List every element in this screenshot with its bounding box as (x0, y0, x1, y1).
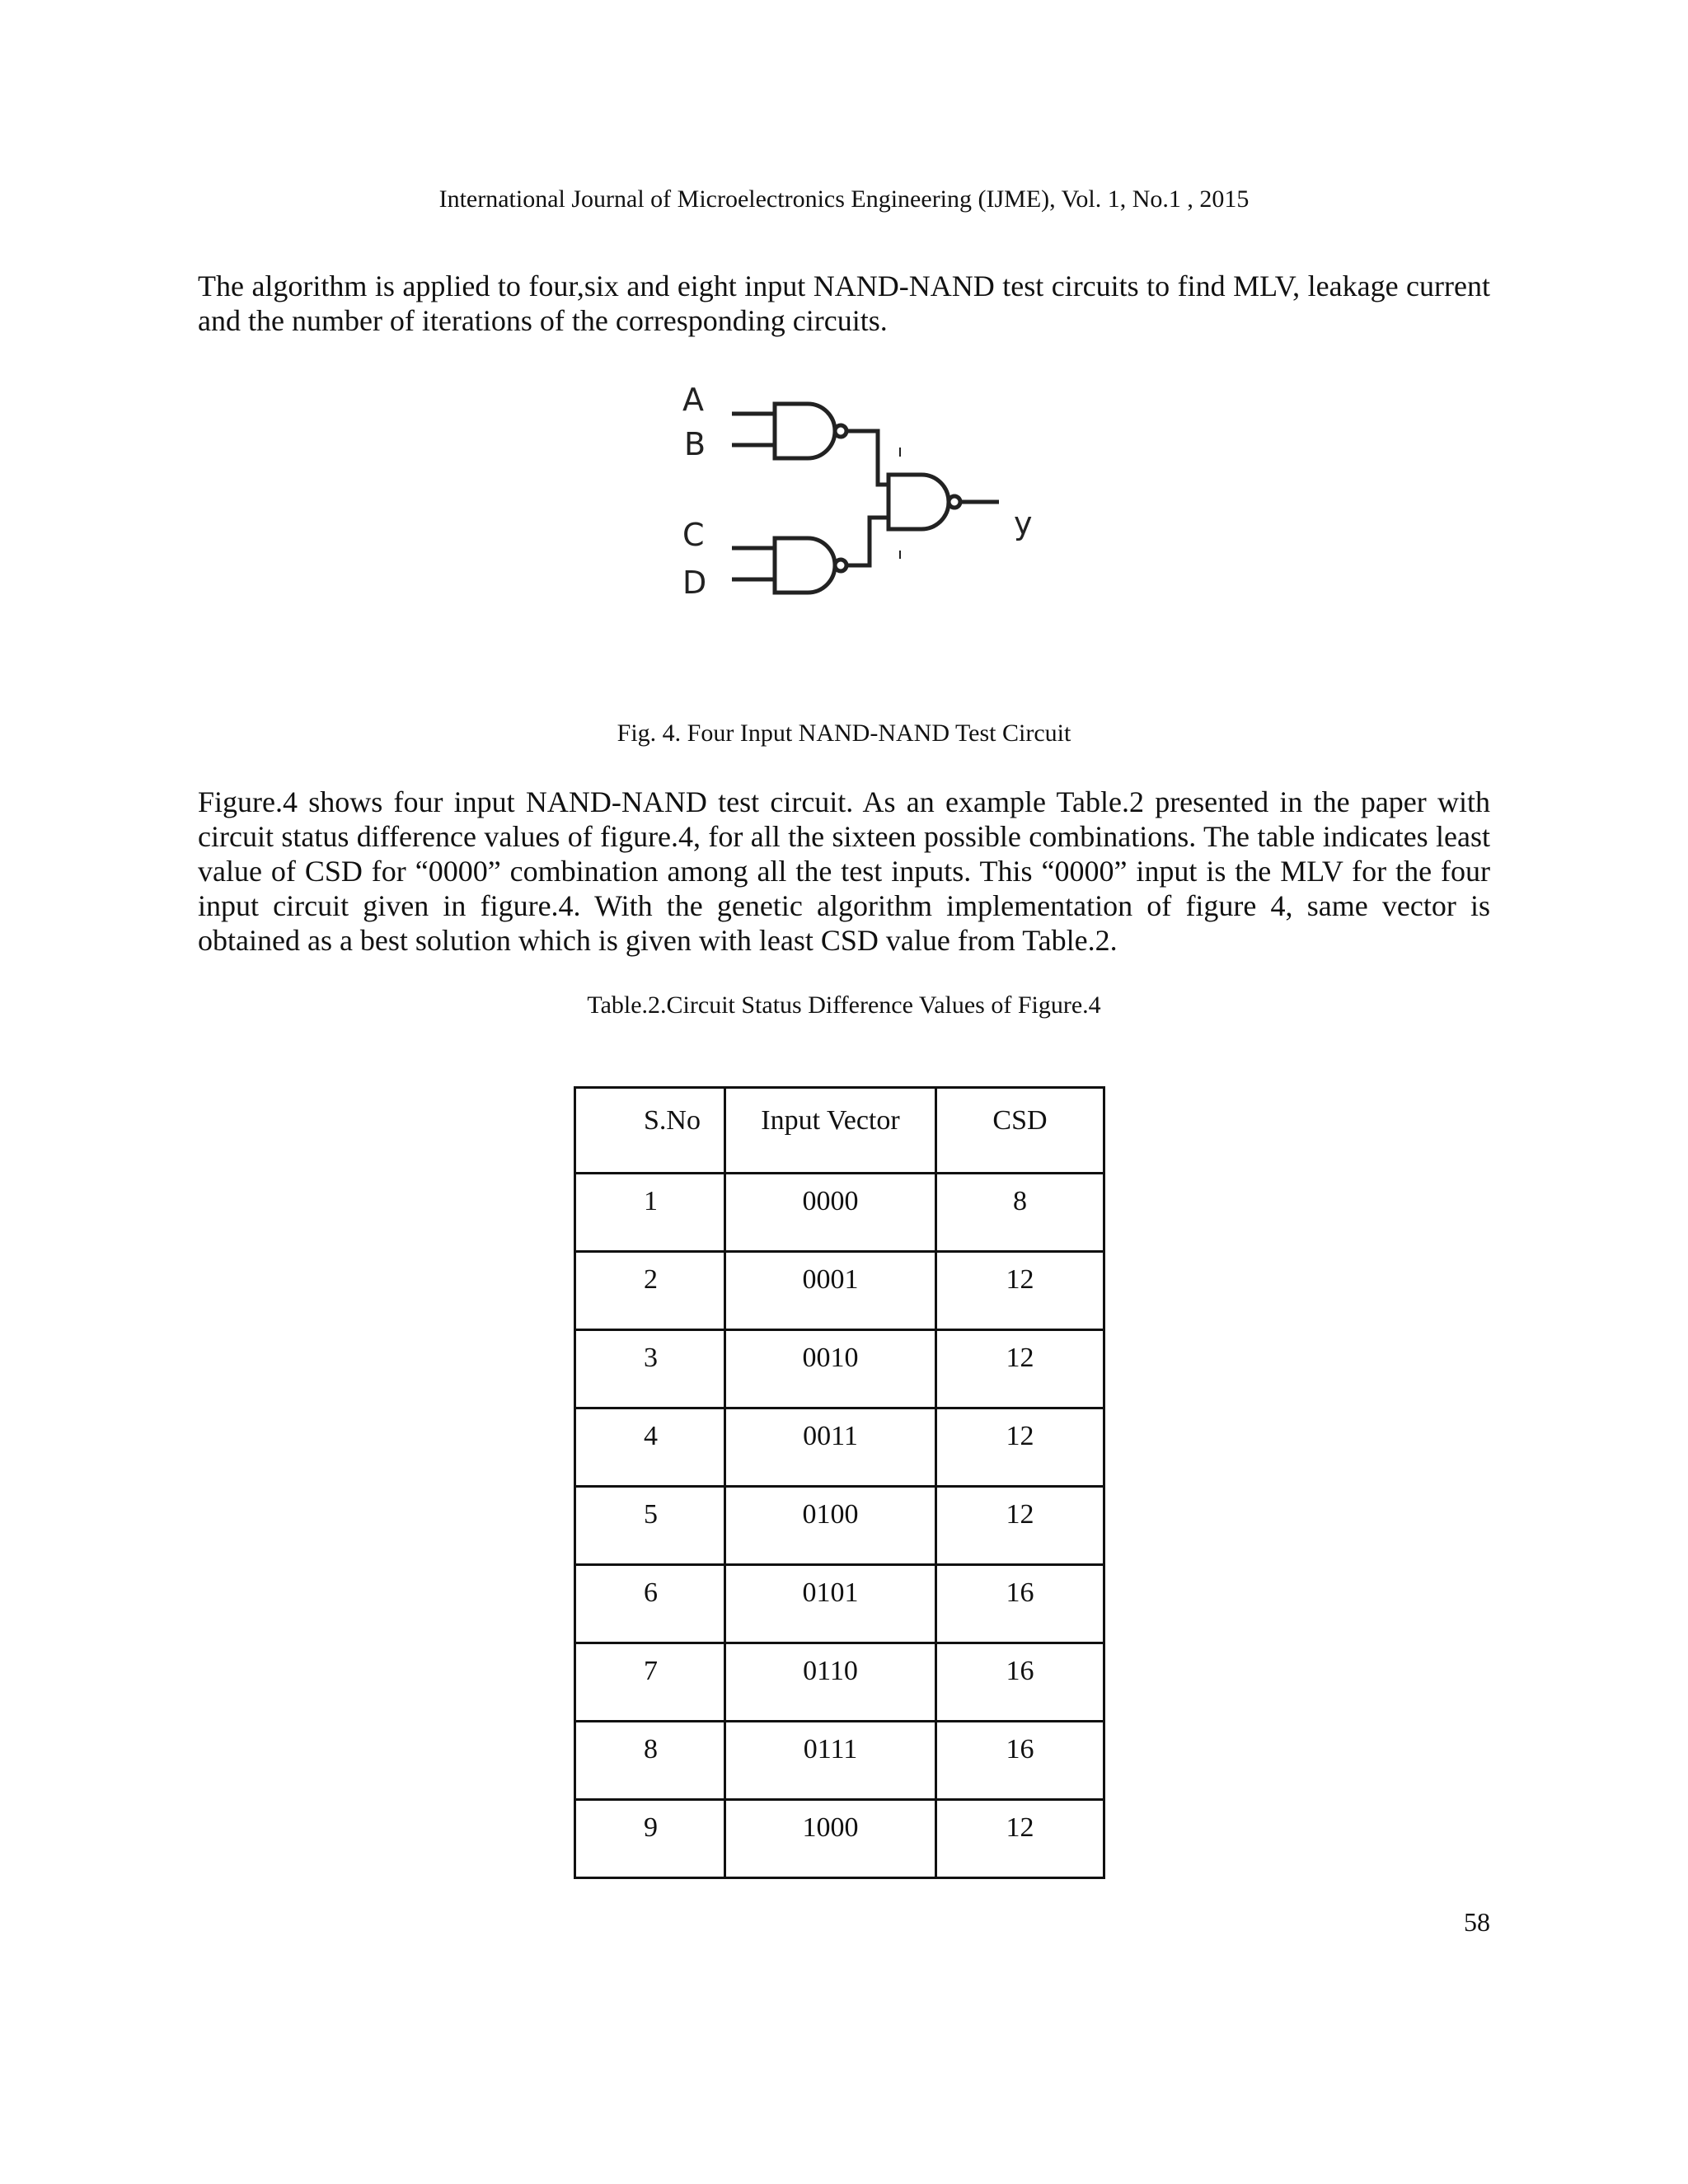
page-number: 58 (1464, 1907, 1490, 1937)
cell-csd: 16 (936, 1643, 1104, 1722)
cell-sno: 5 (575, 1487, 725, 1565)
cell-input-vector: 0010 (725, 1330, 936, 1408)
nand-gate-2 (775, 538, 835, 593)
table-caption: Table.2.Circuit Status Difference Values of Figure.4 (587, 991, 1101, 1019)
cell-sno: 7 (575, 1643, 725, 1722)
cell-sno: 9 (575, 1800, 725, 1878)
cell-input-vector: 0110 (725, 1643, 936, 1722)
table-row (575, 1800, 1104, 1878)
nand-nand-circuit-diagram (676, 387, 1071, 626)
label-y: y (1014, 505, 1033, 541)
csd-table (574, 1086, 1105, 1879)
table-row (575, 1330, 1104, 1408)
table-row (575, 1408, 1104, 1487)
table-row (575, 1487, 1104, 1565)
nand-gate-2-bubble (835, 560, 846, 571)
cell-sno: 1 (575, 1174, 725, 1252)
cell-input-vector: 0111 (725, 1722, 936, 1800)
cell-csd: 16 (936, 1565, 1104, 1643)
table-row (575, 1643, 1104, 1722)
cell-sno: 3 (575, 1330, 725, 1408)
gate1-to-gate3-wire (846, 431, 889, 485)
table-header-row (575, 1088, 1104, 1174)
cell-sno: 8 (575, 1722, 725, 1800)
cell-input-vector: 1000 (725, 1800, 936, 1878)
cell-csd: 8 (936, 1174, 1104, 1252)
cell-input-vector: 0100 (725, 1487, 936, 1565)
cell-csd: 12 (936, 1800, 1104, 1878)
cell-input-vector: 0001 (725, 1252, 936, 1330)
cell-csd: 12 (936, 1487, 1104, 1565)
nand-gate-1-bubble (835, 425, 846, 437)
table-row (575, 1174, 1104, 1252)
cell-csd: 12 (936, 1330, 1104, 1408)
table-row (575, 1252, 1104, 1330)
header-input-vector: Input Vector (725, 1088, 936, 1174)
header-sno: S.No (575, 1088, 725, 1174)
label-d: D (682, 565, 707, 601)
header-csd: CSD (936, 1088, 1104, 1174)
gate2-to-gate3-wire (846, 518, 889, 565)
label-c: C (682, 517, 705, 553)
table-row (575, 1722, 1104, 1800)
discussion-paragraph: Figure.4 shows four input NAND-NAND test circuit. As an example Table.2 presented in the paper with circuit status difference values of figure.4, for all the sixteen possible combinations. The table indicates least value of CSD for “0000” combination among all the test inputs. This “0000” input is the MLV for the four input circuit given in figure.4. With the genetic algorithm implementation of figure 4, same vector is obtained as a best solution which is given with least CSD value from Table.2. (198, 785, 1490, 957)
journal-header: International Journal of Microelectronics Engineering (IJME), Vol. 1, No.1 , 2015 (438, 185, 1250, 213)
label-a: A (682, 387, 704, 418)
cell-csd: 12 (936, 1252, 1104, 1330)
cell-sno: 4 (575, 1408, 725, 1487)
cell-input-vector: 0101 (725, 1565, 936, 1643)
cell-csd: 16 (936, 1722, 1104, 1800)
intro-paragraph: The algorithm is applied to four,six and eight input NAND-NAND test circuits to find MLV, leakage current and the number of iterations of the corresponding circuits. (198, 269, 1490, 337)
table-row (575, 1565, 1104, 1643)
nand-gate-3 (889, 475, 949, 529)
cell-sno: 6 (575, 1565, 725, 1643)
nand-gate-1 (775, 404, 835, 458)
cell-input-vector: 0011 (725, 1408, 936, 1487)
cell-input-vector: 0000 (725, 1174, 936, 1252)
figure-caption: Fig. 4. Four Input NAND-NAND Test Circuit (617, 719, 1071, 747)
cell-csd: 12 (936, 1408, 1104, 1487)
cell-sno: 2 (575, 1252, 725, 1330)
nand-gate-3-bubble (949, 496, 960, 508)
label-b: B (684, 426, 706, 462)
